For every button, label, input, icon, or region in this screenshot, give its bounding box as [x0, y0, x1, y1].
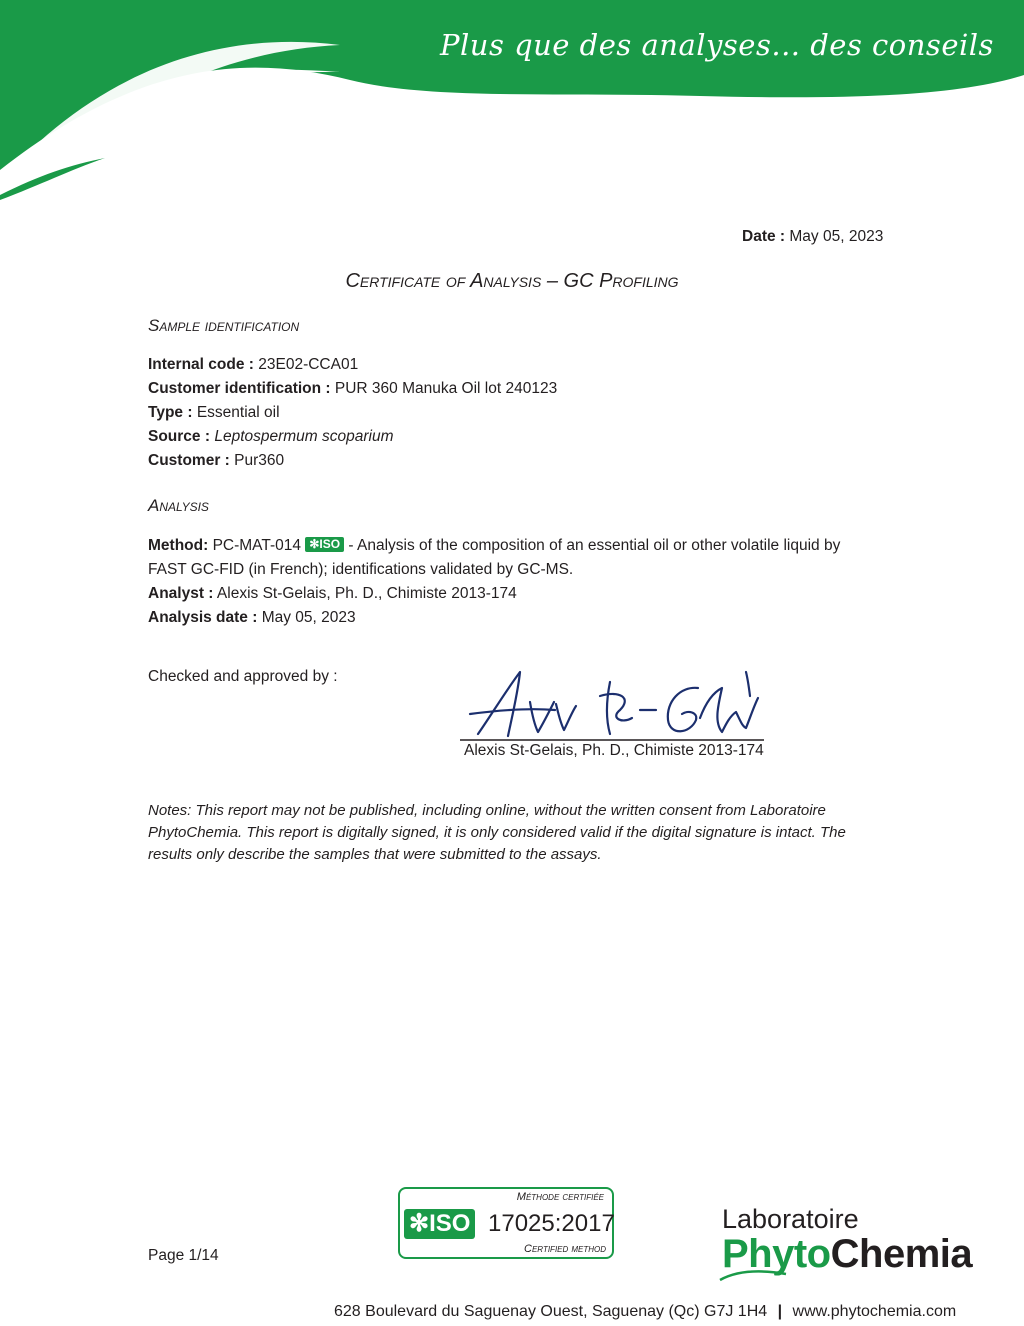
field-value: PUR 360 Manuka Oil lot 240123	[334, 380, 558, 397]
logo-phyto-part1: Phy	[722, 1232, 794, 1276]
footer-address-line	[334, 1303, 956, 1321]
iso-badge-icon: ✻ISO	[305, 537, 344, 552]
field-value: Essential oil	[196, 404, 280, 421]
separator: |	[777, 1303, 783, 1320]
analysis-date-value: May 05, 2023	[261, 609, 356, 626]
report-date	[742, 228, 883, 246]
field-value: Pur360	[234, 452, 285, 469]
iso-number: 17025:2017	[488, 1210, 615, 1237]
method-code: PC-MAT-014	[212, 537, 302, 554]
sample-section-heading: Sample identification	[148, 316, 300, 335]
notes: Notes: This report may not be published, including online, without the written consent from Laboratoire PhytoChemia. This report is digitally signed, it is only considered valid if the digital signature is intact. The results only describe the samples that were submitted to the assays.	[148, 802, 846, 863]
website-link[interactable]: www.phytochemia.com	[792, 1303, 957, 1320]
method-description: - Analysis of the composition of an essential oil or other volatile liquid by	[348, 537, 841, 554]
iso-certification-badge	[398, 1187, 614, 1259]
iso-mark-icon: ✻ISO	[404, 1209, 475, 1239]
signature-image	[460, 662, 770, 744]
method-label: Method:	[148, 537, 209, 554]
field-label: Internal code :	[148, 356, 254, 373]
analysis-date-line	[148, 609, 356, 627]
field-internal-code	[148, 356, 358, 374]
field-type	[148, 404, 280, 422]
method-line	[148, 537, 840, 555]
logo-phyto-part3: Chemia	[830, 1232, 973, 1276]
analyst-line	[148, 585, 517, 603]
signer-name: Alexis St-Gelais, Ph. D., Chimiste 2013-174	[464, 742, 764, 759]
field-value: 23E02-CCA01	[258, 356, 359, 373]
field-label: Customer identification :	[148, 380, 331, 397]
page-number: Page 1/14	[148, 1247, 219, 1264]
analyst-label: Analyst :	[148, 585, 214, 602]
tagline: Plus que des analyses... des conseils	[440, 28, 994, 62]
field-value: Leptospermum scoparium	[214, 428, 394, 445]
iso-bottom-label: Certified method	[524, 1243, 606, 1255]
date-label: Date :	[742, 228, 786, 245]
approval-label: Checked and approved by :	[148, 668, 338, 685]
certificate-title: Certificate of Analysis – GC Profiling	[345, 270, 679, 292]
logo-laboratoire: Laboratoire	[722, 1204, 859, 1234]
field-source	[148, 428, 394, 446]
analyst-value: Alexis St-Gelais, Ph. D., Chimiste 2013-174	[216, 585, 517, 602]
logo-phyto-part2: to	[793, 1232, 831, 1276]
field-label: Type :	[148, 404, 193, 421]
field-label: Customer :	[148, 452, 230, 469]
address: 628 Boulevard du Saguenay Ouest, Saguenay (Qc) G7J 1H4	[334, 1303, 768, 1320]
iso-top-label: Méthode certifiée	[516, 1191, 604, 1203]
date-value: May 05, 2023	[789, 228, 884, 245]
method-description-line-2: FAST GC-FID (in French); identifications validated by GC-MS.	[148, 561, 574, 578]
field-customer-identification	[148, 380, 557, 398]
analysis-section-heading: Analysis	[148, 496, 209, 515]
logo-swoosh-icon	[718, 1268, 788, 1282]
field-customer	[148, 452, 284, 470]
field-label: Source :	[148, 428, 211, 445]
analysis-date-label: Analysis date :	[148, 609, 258, 626]
